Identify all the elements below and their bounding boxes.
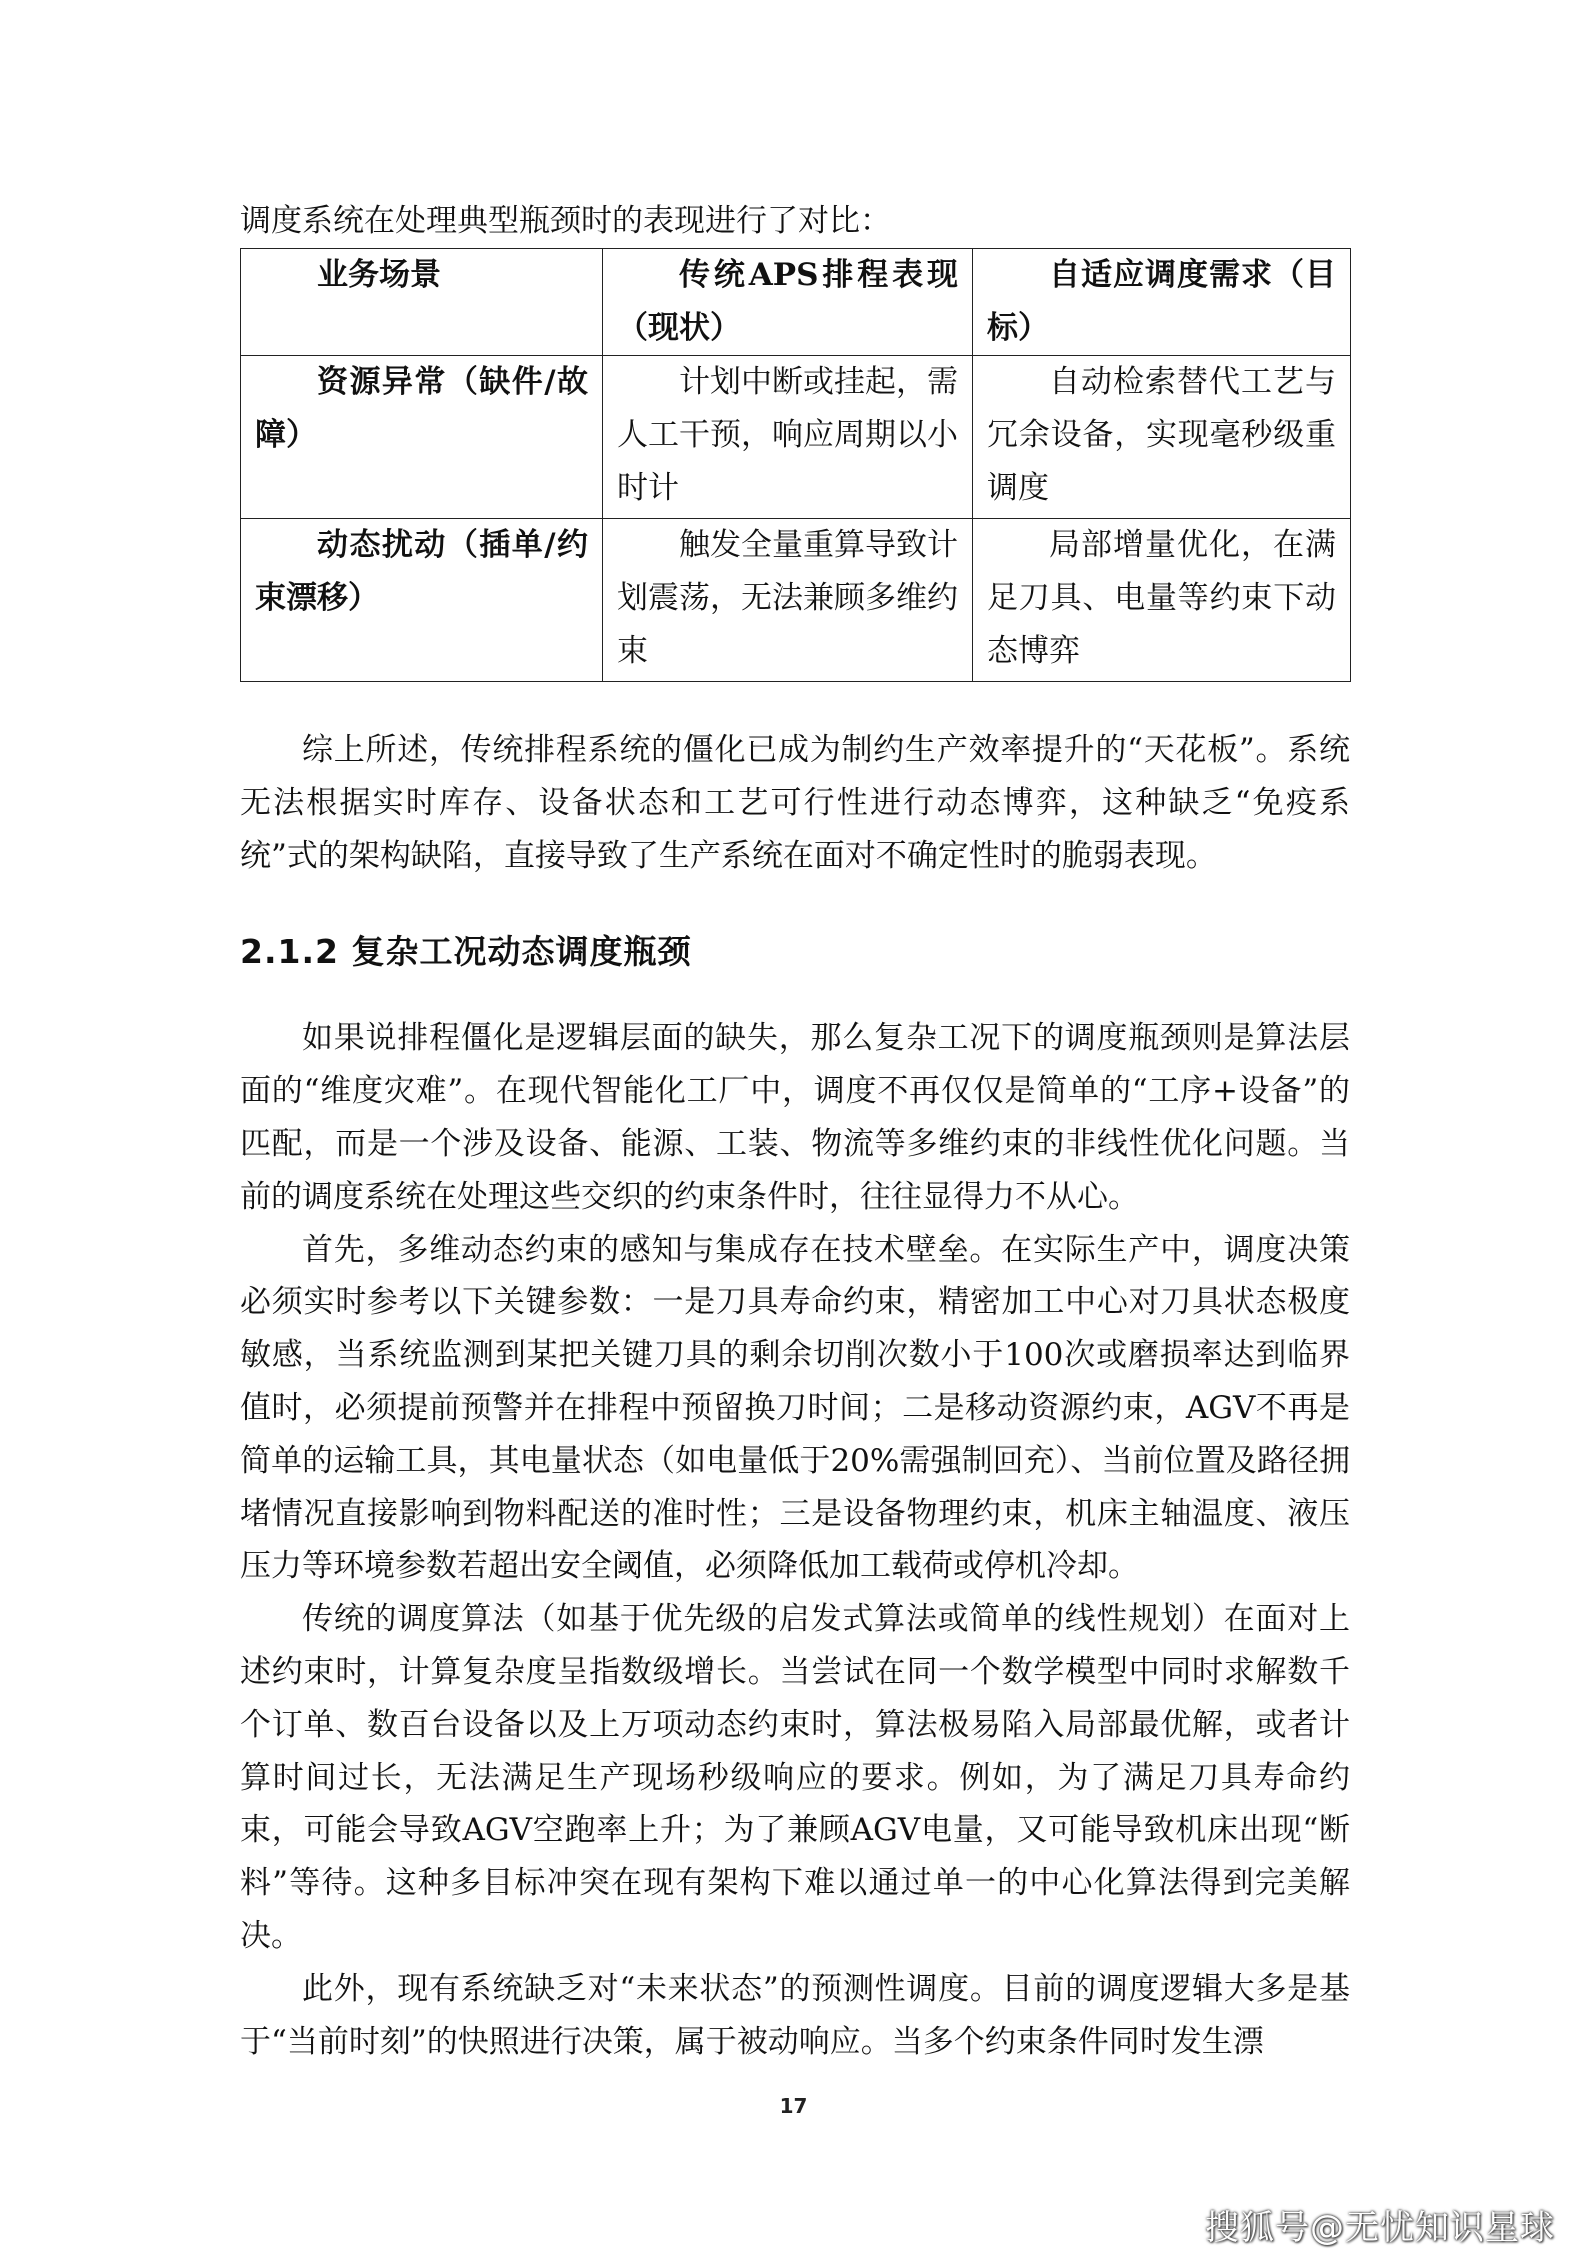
body-paragraph: 传统的调度算法（如基于优先级的启发式算法或简单的线性规划）在面对上述约束时，计算复杂度呈指数级增长。当尝试在同一个数学模型中同时求解数千个订单、数百台设备以及上万项动态约束时，算法极易陷入局部最优解，或者计算时间过长，无法满足生产现场秒级响应的要求。例如，为了满足刀具寿命约束，可能会导致AGV空跑率上升；为了兼顾AGV电量，又可能导致机床出现“断料”等待。这种多目标冲突在现有架构下难以通过单一的中心化算法得到完美解决。	[240, 1601, 1350, 1954]
section-heading: 2.1.2 复杂工况动态调度瓶颈	[240, 932, 692, 972]
body-paragraph: 如果说排程僵化是逻辑层面的缺失，那么复杂工况下的调度瓶颈则是算法层面的“维度灾难”。在现代智能化工厂中，调度不再仅仅是简单的“工序+设备”的匹配，而是一个涉及设备、能源、工装、物流等多维约束的非线性优化问题。当前的调度系统在处理这些交织的约束条件时，往往显得力不从心。	[240, 1020, 1350, 1215]
watermark: 搜狐号@无忧知识星球	[1205, 2208, 1555, 2248]
table-header-row	[241, 249, 1351, 356]
page-number: 17	[779, 2094, 808, 2118]
table-cell-scene: 资源异常（缺件/故障）	[241, 356, 603, 519]
table-row	[241, 519, 1351, 682]
summary-paragraph: 综上所述，传统排程系统的僵化已成为制约生产效率提升的“天花板”。系统无法根据实时库存、设备状态和工艺可行性进行动态博弈，这种缺乏“免疫系统”式的架构缺陷，直接导致了生产系统在面对不确定性时的脆弱表现。	[240, 732, 1350, 874]
table-cell-target: 局部增量优化，在满足刀具、电量等约束下动态博弈	[973, 519, 1351, 682]
table-cell-current: 计划中断或挂起，需人工干预，响应周期以小时计	[603, 356, 973, 519]
table-header-cell: 传统APS排程表现（现状）	[603, 249, 973, 356]
table-cell-target: 自动检索替代工艺与冗余设备，实现毫秒级重调度	[973, 356, 1351, 519]
table-header-cell: 自适应调度需求（目标）	[973, 249, 1351, 356]
comparison-table	[240, 248, 1351, 682]
table-row	[241, 356, 1351, 519]
body-paragraph: 此外，现有系统缺乏对“未来状态”的预测性调度。目前的调度逻辑大多是基于“当前时刻”的快照进行决策，属于被动响应。当多个约束条件同时发生漂	[240, 1970, 1350, 2060]
table-cell-scene: 动态扰动（插单/约束漂移）	[241, 519, 603, 682]
page-content	[240, 195, 1350, 2068]
table-cell-current: 触发全量重算导致计划震荡，无法兼顾多维约束	[603, 519, 973, 682]
intro-text: 调度系统在处理典型瓶颈时的表现进行了对比：	[240, 203, 891, 239]
body-paragraph: 首先，多维动态约束的感知与集成存在技术壁垒。在实际生产中，调度决策必须实时参考以下关键参数：一是刀具寿命约束，精密加工中心对刀具状态极度敏感，当系统监测到某把关键刀具的剩余切削次数小于100次或磨损率达到临界值时，必须提前预警并在排程中预留换刀时间；二是移动资源约束，AGV不再是简单的运输工具，其电量状态（如电量低于20%需强制回充）、当前位置及路径拥堵情况直接影响到物料配送的准时性；三是设备物理约束，机床主轴温度、液压压力等环境参数若超出安全阈值，必须降低加工载荷或停机冷却。	[240, 1231, 1350, 1585]
table-header-cell: 业务场景	[241, 249, 603, 356]
